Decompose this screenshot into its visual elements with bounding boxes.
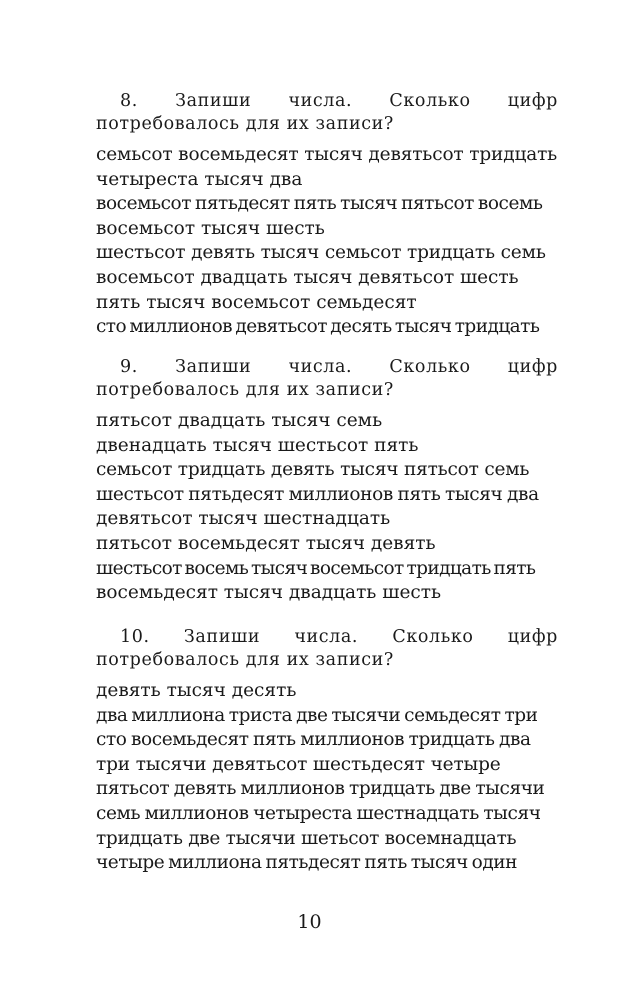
list-item: четыре миллиона пятьдесят пять тысяч один (96, 852, 518, 874)
exercise-number: 8. (120, 91, 138, 111)
exercise-10 (96, 626, 558, 876)
list-item: шестьсот пятьдесят миллионов пять тысяч два (96, 483, 539, 505)
exercise-9-task (96, 356, 558, 402)
list-item: девятьсот тысяч шестнадцать (96, 508, 391, 530)
number-words-list (96, 143, 558, 340)
number-words-list (96, 679, 558, 876)
task-text: Запиши числа. Сколько цифр потребовалось для их записи? (96, 91, 558, 134)
list-item: двенадцать тысяч шестьсот пять (96, 434, 419, 456)
list-item: семьсот тридцать девять тысяч пятьсот семь (96, 459, 530, 481)
list-item: три тысячи девятьсот шестьдесят четыре (96, 753, 501, 775)
list-item: два миллиона триста две тысячи семьдесят три (96, 704, 538, 726)
list-item: пятьсот двадцать тысяч семь (96, 410, 383, 431)
exercise-8 (96, 90, 558, 340)
page-number: 10 (297, 911, 322, 933)
list-item: восемьсот двадцать тысяч девятьсот шесть (96, 266, 519, 288)
list-item: пять тысяч восемьсот семьдесят (96, 291, 417, 313)
list-item: шестьсот восемь тысяч восемьсот тридцать пять (96, 557, 536, 579)
list-item: пятьсот восемьдесят тысяч девять (96, 532, 436, 554)
task-text: Запиши числа. Сколько цифр потребовалось для их записи? (96, 357, 558, 400)
list-item: семьсот восемьдесят тысяч девятьсот тридцать (96, 144, 558, 165)
list-item: четыреста тысяч два (96, 168, 303, 190)
list-item: шестьсот девять тысяч семьсот тридцать семь (96, 242, 546, 264)
exercise-number: 10. (120, 627, 150, 647)
exercise-number: 9. (120, 357, 138, 377)
list-item: сто восемьдесят пять миллионов тридцать два (96, 729, 531, 751)
exercise-9 (96, 356, 558, 606)
list-item: восемьдесят тысяч двадцать шесть (96, 582, 442, 604)
list-item: девять тысяч десять (96, 680, 297, 701)
list-item: пятьсот девять миллионов тридцать две тысячи (96, 778, 545, 800)
task-text: Запиши числа. Сколько цифр потребовалось для их записи? (96, 627, 558, 670)
list-item: восемьсот пятьдесят пять тысяч пятьсот восемь (96, 193, 543, 215)
list-item: тридцать две тысячи шетьсот восемнадцать (96, 827, 517, 849)
exercise-10-task (96, 626, 558, 672)
number-words-list (96, 409, 558, 606)
exercise-8-task (96, 90, 558, 136)
list-item: восемьсот тысяч шесть (96, 217, 325, 239)
list-item: семь миллионов четыреста шестнадцать тысяч (96, 802, 541, 824)
list-item: сто миллионов девятьсот десять тысяч тридцать (96, 316, 540, 338)
